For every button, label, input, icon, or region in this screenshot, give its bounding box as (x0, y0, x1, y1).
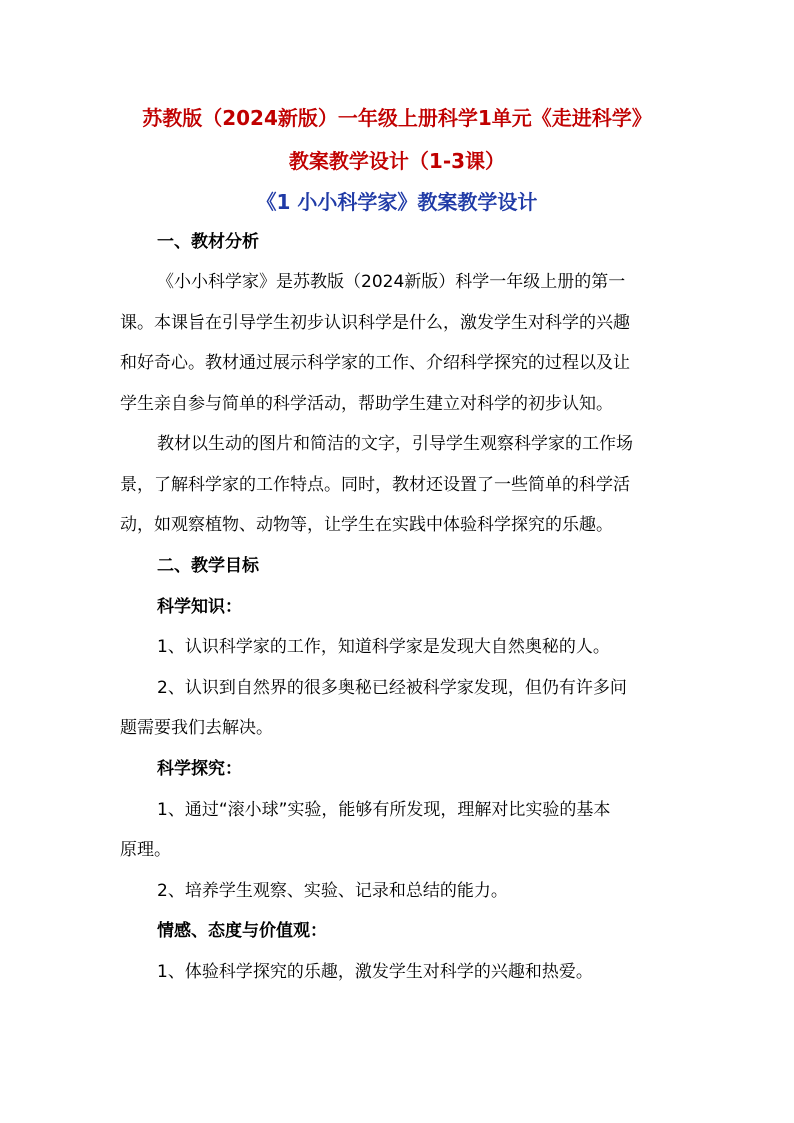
section-heading-textbook-analysis: 一、教材分析 (157, 232, 259, 252)
list-item-continuation: 题需要我们去解决。 (120, 718, 273, 738)
subheading-science-knowledge: 科学知识： (157, 597, 242, 617)
document-title-line-1: 苏教版（2024新版）一年级上册科学1单元《走进科学》 (142, 106, 652, 130)
paragraph-line: 动，如观察植物、动物等，让学生在实践中体验科学探究的乐趣。 (120, 515, 613, 535)
list-item: 2、认识到自然界的很多奥秘已经被科学家发现，但仍有许多问 (157, 678, 627, 698)
list-item-continuation: 原理。 (120, 840, 171, 860)
list-item: 1、通过“滚小球”实验，能够有所发现，理解对比实验的基本 (157, 800, 611, 820)
list-item: 1、体验科学探究的乐趣，激发学生对科学的兴趣和热爱。 (157, 962, 593, 982)
paragraph-line: 和好奇心。教材通过展示科学家的工作、介绍科学探究的过程以及让 (120, 353, 630, 373)
list-item: 2、培养学生观察、实验、记录和总结的能力。 (157, 881, 508, 901)
paragraph-line: 学生亲自参与简单的科学活动，帮助学生建立对科学的初步认知。 (120, 394, 613, 414)
section-heading-teaching-goals: 二、教学目标 (157, 556, 259, 576)
subheading-science-inquiry: 科学探究： (157, 759, 242, 779)
lesson-title: 《1 小小科学家》教案教学设计 (256, 190, 538, 214)
document-title-line-2: 教案教学设计（1-3课） (288, 149, 506, 173)
list-item: 1、认识科学家的工作，知道科学家是发现大自然奥秘的人。 (157, 637, 610, 657)
paragraph-line: 课。本课旨在引导学生初步认识科学是什么，激发学生对科学的兴趣 (120, 313, 630, 333)
subheading-emotion-attitude-values: 情感、态度与价值观： (157, 921, 327, 941)
paragraph-line: 景，了解科学家的工作特点。同时，教材还设置了一些简单的科学活 (120, 475, 630, 495)
paragraph-line: 《小小科学家》是苏教版（2024新版）科学一年级上册的第一 (157, 272, 626, 292)
paragraph-line: 教材以生动的图片和简洁的文字，引导学生观察科学家的工作场 (157, 434, 633, 454)
